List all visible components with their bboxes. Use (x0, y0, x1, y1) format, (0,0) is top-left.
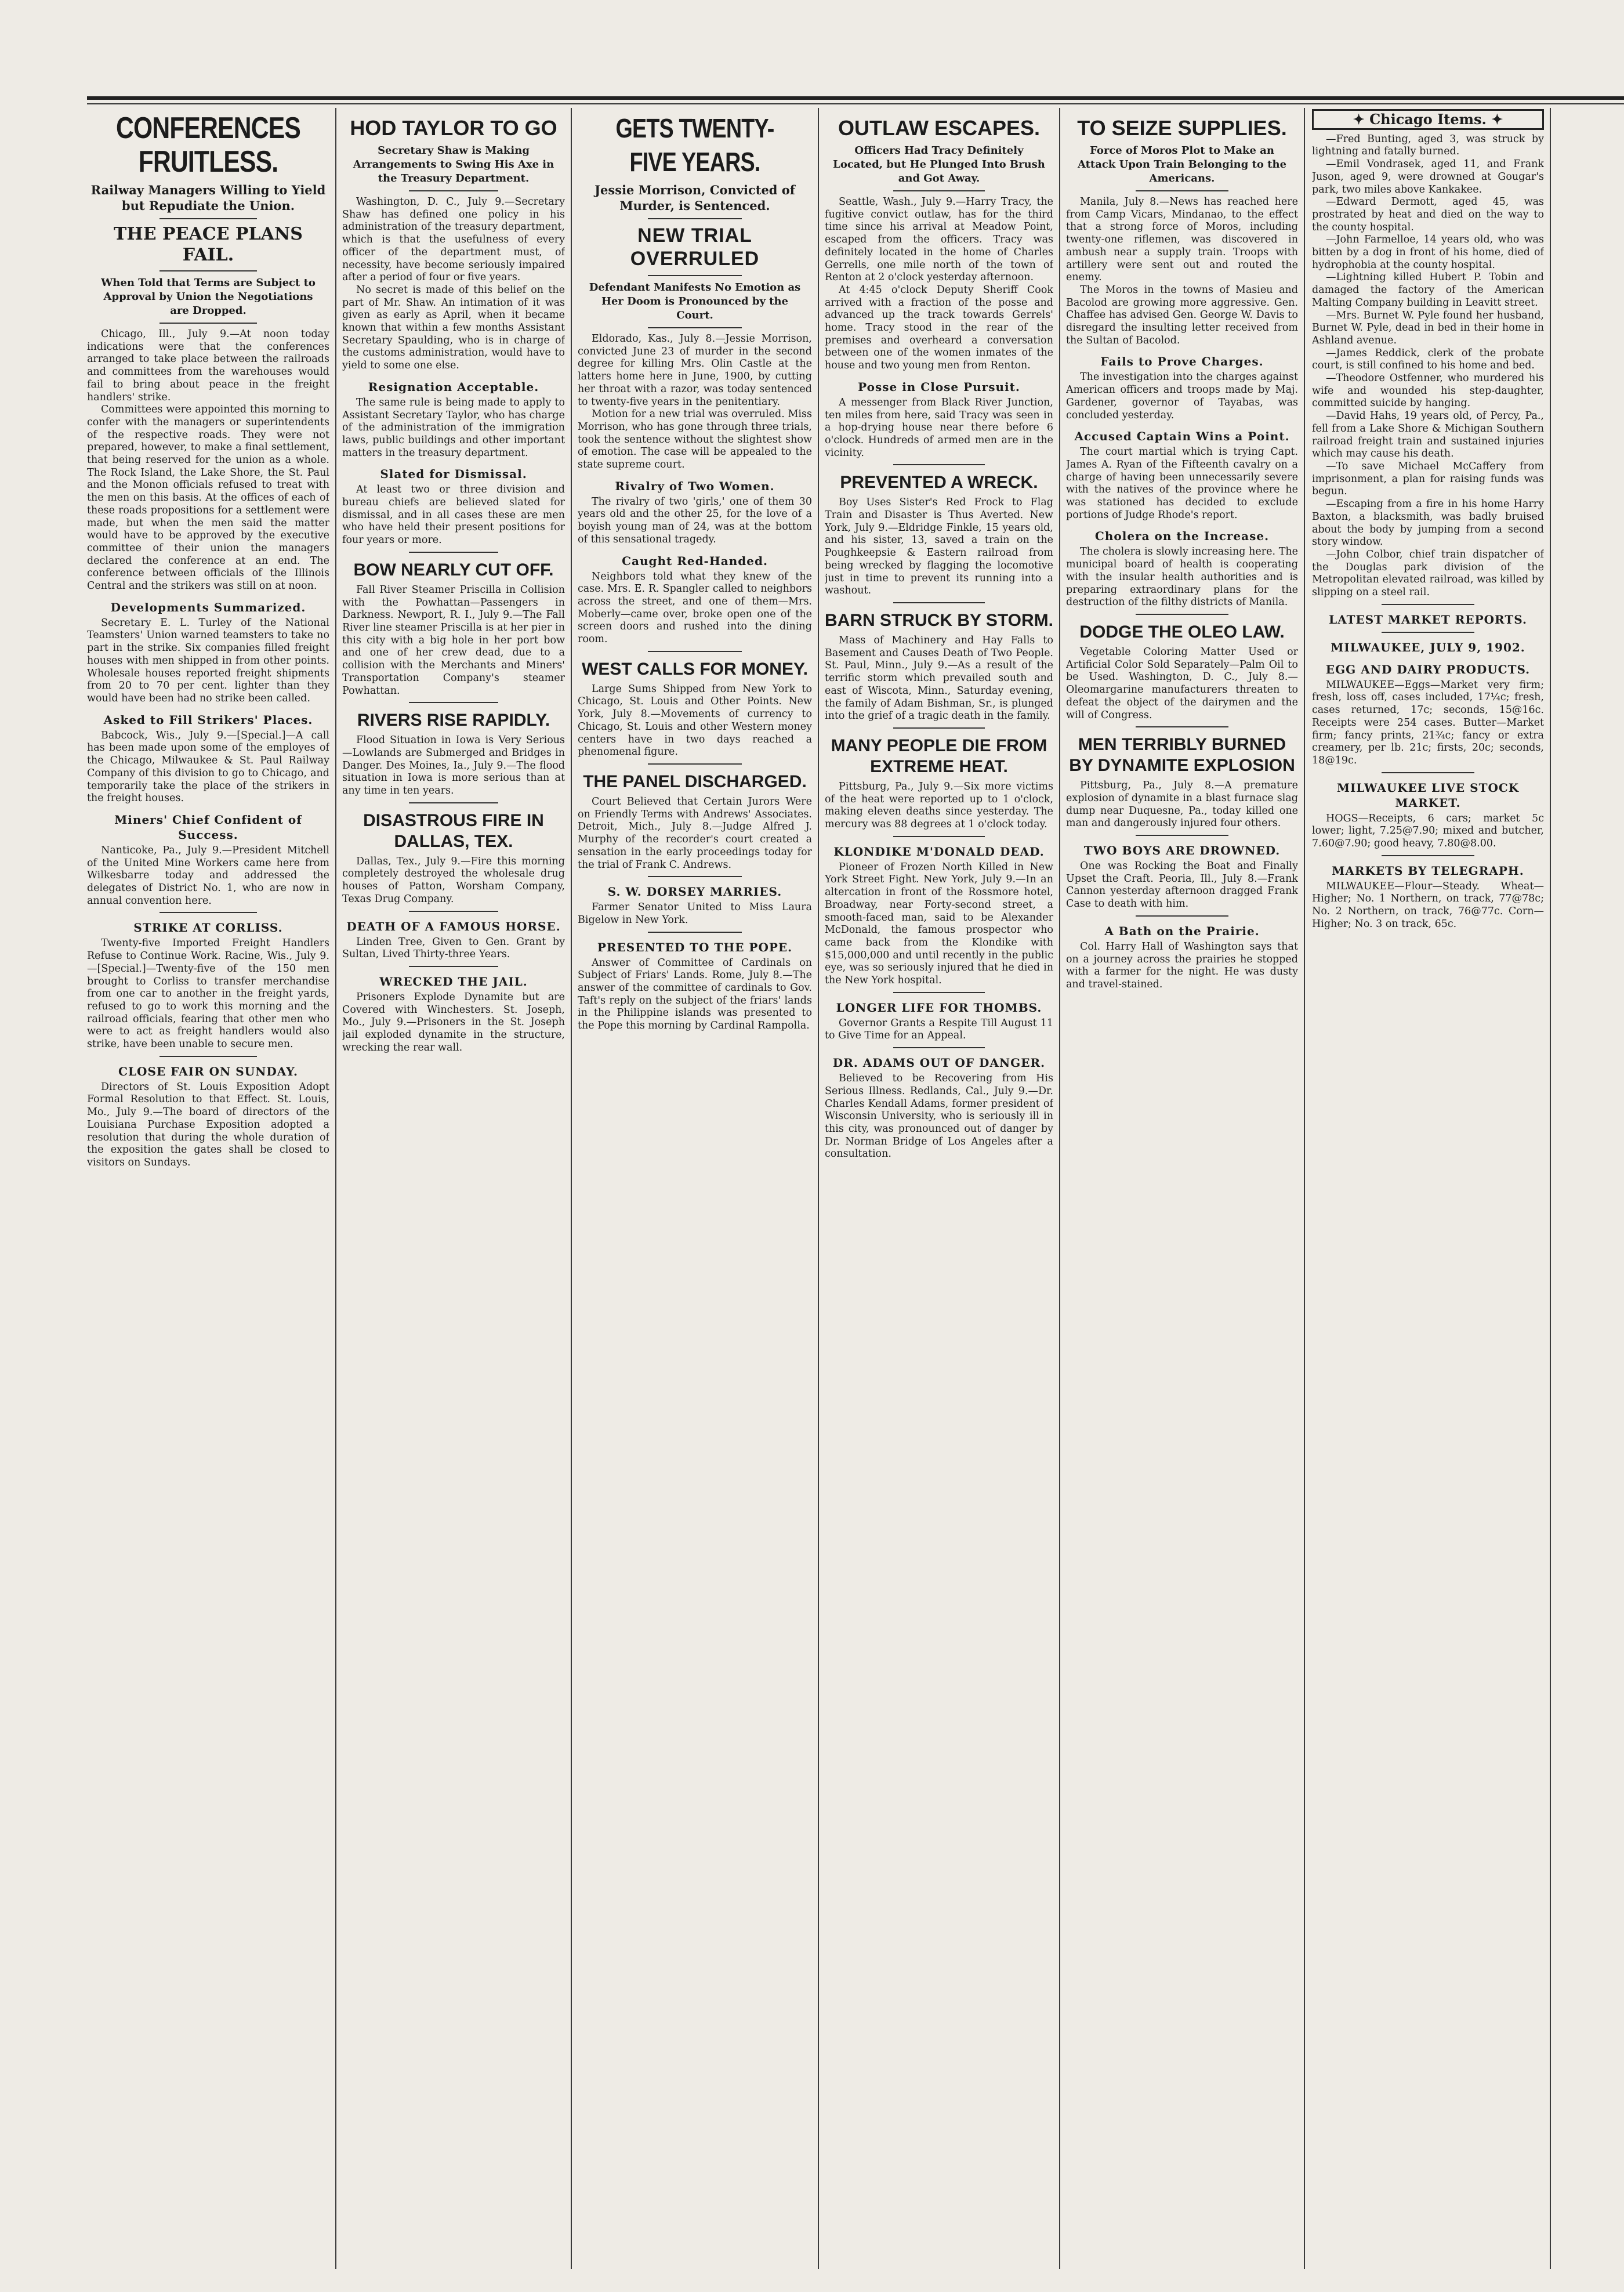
section-head: S. W. DORSEY MARRIES. (607, 885, 782, 899)
divider (648, 275, 742, 276)
markets-subhead: EGG AND DAIRY PRODUCTS. (1325, 662, 1531, 676)
list-item: —James Reddick, clerk of the probate court, is still confined to his home and bed. (1312, 347, 1544, 372)
section-head: Posse in Close Pursuit. (858, 379, 1020, 394)
section-head: DR. ADAMS OUT OF DANGER. (832, 1056, 1046, 1070)
divider (160, 323, 256, 324)
divider (648, 651, 742, 652)
body-paragraph: Committees were appointed this morning to confer with the managers or superintendents of the respective roads. They were not prepared, however, to make a final settlement, that being reserved for the union as a whole. The Rock Island, the Lake Shore, the St. Paul and the Monon officials refused to treat with the men on this basis. At the offices of each of these roads propositions for a settlement were made, but when the men said the matter would have to be approved by the executive committee of their union the managers declared the conference at an end. The conference between officials of the Illinois Central and the strikers was still on at noon. (87, 404, 329, 592)
list-item: —Mrs. Burnet W. Pyle found her husband, Burnet W. Pyle, dead in bed in their home in Ashland avenue. (1312, 309, 1544, 346)
section-headline: WEST CALLS FOR MONEY. (582, 659, 808, 679)
section-text: The court martial which is trying Capt. James A. Ryan of the Fifteenth cavalry on a charge of having been unnecessarily severe with the natives of the province where he was stationed has decided to exclude portions of Judge Rhode's report. (1066, 446, 1298, 521)
divider (409, 966, 498, 967)
box-title: Chicago Items. (1369, 111, 1487, 128)
headline: GETS TWENTY-FIVE YEARS. (615, 113, 774, 177)
list-item: —John Colbor, chief train dispatcher of the Douglas park division of the Metropolitan elevated railroad, was killed by slipping on a steel rail. (1312, 548, 1544, 599)
section-text: Col. Harry Hall of Washington says that on a journey across the prairies he stopped with a farmer for the night. He was dusty and travel-stained. (1066, 940, 1298, 990)
divider (1136, 835, 1228, 836)
section-head: Cholera on the Increase. (1094, 529, 1270, 544)
deck: Secretary Shaw is Making Arrangements to Swing His Axe in the Treasury Department. (353, 144, 554, 184)
column-2 (342, 108, 565, 2269)
section-headline: PREVENTED A WRECK. (840, 473, 1038, 493)
deck: Force of Moros Plot to Make an Attack Upon Train Belonging to the Americans. (1077, 144, 1287, 184)
markets-text: MILWAUKEE—Eggs—Market very firm; fresh, loss off, cases included, 17¼c; fresh, cases returned, 17c; seconds, 15@16c. Receipts were 254 cases. Butter—Market firm; fancy prints, 21¾c; fancy or extra creamery, per lb. 21c; firsts, 20c; seconds, 18@19c. (1312, 679, 1544, 766)
subheadline: Railway Managers Willing to Yield but Repudiate the Union. (90, 183, 326, 213)
list-item: —John Farmelloe, 14 years old, who was bitten by a dog in front of his home, died of hydrophobia at the county hospital. (1312, 234, 1544, 271)
divider (1136, 915, 1228, 917)
section-headline: MANY PEOPLE DIE FROM EXTREME HEAT. (831, 736, 1047, 776)
list-item: —Edward Dermott, aged 45, was prostrated by heat and died on the way to the county hospital. (1312, 196, 1544, 233)
headline: HOD TAYLOR TO GO (350, 116, 557, 140)
markets-city: MILWAUKEE, JULY 9, 1902. (1331, 640, 1525, 654)
list-item: —To save Michael McCaffery from imprisonment, a plan for raising funds was begun. (1312, 460, 1544, 498)
section-head: KLONDIKE M'DONALD DEAD. (833, 844, 1045, 859)
lead-paragraph: Chicago, Ill., July 9.—At noon today indications were that the conferences arranged to take place between the railroads and committees from the warehouses would fail to bring about peace in the freight handlers' strike. (87, 328, 329, 403)
section-head: PRESENTED TO THE POPE. (597, 940, 793, 954)
section-text: Farmer Senator United to Miss Laura Bigelow in New York. (578, 901, 812, 926)
section-head: CLOSE FAIR ON SUNDAY. (118, 1064, 298, 1078)
section-text: Vegetable Coloring Matter Used or Artificial Color Sold Separately—Palm Oil to be Used. Washington, D. C., July 8.—Oleomargarine manufacturers threaten to defeat the object of the dairymen and the will of Congress. (1066, 646, 1298, 721)
divider (1382, 604, 1474, 605)
section-text: Neighbors told what they knew of the case. Mrs. E. R. Spangler called to neighbors across the street, and one of them—Mrs. Moberly—came over, broke open one of the screen doors and rushed into the dining room. (578, 570, 812, 646)
section-head: Asked to Fill Strikers' Places. (103, 712, 313, 727)
section-text: At least two or three division and bureau chiefs are believed slated for dismissal, and in all cases these are men who have held their present positions for four years or more. (342, 484, 565, 546)
list-item: —Escaping from a fire in his home Harry Baxton, a blacksmith, was badly bruised about the body by jumping from a second story window. (1312, 498, 1544, 548)
divider (409, 802, 498, 803)
list-item: —Emil Vondrasek, aged 11, and Frank Juson, aged 9, were drowned at Gougar's park, two miles above Kankakee. (1312, 158, 1544, 195)
section-text: Dallas, Tex., July 9.—Fire this morning completely destroyed the wholesale drug houses of Patton, Worsham Company, Texas Drug Company. (342, 855, 565, 905)
divider (160, 1056, 256, 1057)
section-text: Nanticoke, Pa., July 9.—President Mitchell of the United Mine Workers came here from Wilkesbarre today and addressed the delegates of District No. 1, who are now in annual convention here. (87, 844, 329, 907)
body-paragraph: At 4:45 o'clock Deputy Sheriff Cook arrived with a fraction of the posse and advanced up the track towards Gerrels' home. Tracy stood in the rear of the premises and overheard a conversation between one of the women inmates of the house and two young men from Renton. (825, 284, 1053, 372)
section-headline: DODGE THE OLEO LAW. (1079, 622, 1285, 642)
divider (648, 763, 742, 765)
section-text: The same rule is being made to apply to Assistant Secretary Taylor, who has charge of the administration of the immigration laws, public buildings and other important matters in the treasury department. (342, 396, 565, 459)
divider (409, 552, 498, 553)
divider (893, 992, 985, 993)
section-head: Fails to Prove Charges. (1100, 354, 1264, 369)
section-head: Accused Captain Wins a Point. (1074, 429, 1290, 444)
column-rule (335, 108, 336, 2269)
section-headline: DISASTROUS FIRE IN DALLAS, TEX. (363, 810, 544, 851)
livestock-text: HOGS—Receipts, 6 cars; market 5c lower; light, 7.25@7.90; mixed and butcher, 7.60@7.90; good heavy, 7.80@8.00. (1312, 812, 1544, 850)
divider (1136, 614, 1228, 615)
section-text: Mass of Machinery and Hay Falls to Basement and Causes Death of Two People. St. Paul, Minn., July 9.—As a result of the terrific storm which prevailed south and east of Wiscota, Minn., Saturday evening, the family of Adam Bishman, Sr., is plunged into the grief of a tragic death in the family. (825, 634, 1053, 722)
section-text: The rivalry of two 'girls,' one of them 30 years old and the other 25, for the love of a boyish young man of 24, was at the bottom of this sensational tragedy. (578, 495, 812, 545)
subheadline: Jessie Morrison, Convicted of Murder, is Sentenced. (594, 183, 795, 213)
section-head: A Bath on the Prairie. (1104, 924, 1260, 938)
section-text: Pioneer of Frozen North Killed in New York Street Fight. New York, July 9.—In an altercation in front of the Rossmore hotel, Broadway, near Forty-second street, a smooth-faced man, said to be Alexander McDonald, the famous prospector who came back from the Klondike with $15,000,000 and until recently in the public eye, was so seriously injured that he died in the New York hospital. (825, 861, 1053, 987)
section-head: STRIKE AT CORLISS. (133, 921, 283, 935)
section-text: Answer of Committee of Cardinals on Subject of Friars' Lands. Rome, July 8.—The answer of the committee of cardinals to Gov. Taft's reply on the subject of the friars' lands in the Philippine islands was presented to the Pope this morning by Cardinal Rampolla. (578, 957, 812, 1032)
section-text: One was Rocking the Boat and Finally Upset the Craft. Peoria, Ill., July 8.—Frank Cannon yesterday afternoon dragged Frank Case to death with him. (1066, 860, 1298, 910)
section-headline: BARN STRUCK BY STORM. (825, 610, 1053, 630)
section-text: Babcock, Wis., July 9.—[Special.]—A call has been made upon some of the employes of the Chicago, Milwaukee & St. Paul Railway Company of this division to go to Chicago, and temporarily take the place of the strikers in the freight houses. (87, 729, 329, 805)
section-text: Twenty-five Imported Freight Handlers Refuse to Continue Work. Racine, Wis., July 9.—[Special.]—Twenty-five of the 150 men brought to Corliss to transfer merchandise from one car to another in the freight yards, refused to go to work this morning and the railroad officials, fearing that other men who were to act as freight handlers would also strike, have been unable to secure men. (87, 937, 329, 1051)
divider (893, 836, 985, 837)
section-head: LONGER LIFE FOR THOMBS. (836, 1000, 1042, 1015)
star-icon: ✦ (1353, 111, 1370, 128)
section-head: WRECKED THE JAIL. (379, 974, 528, 989)
divider (893, 464, 985, 465)
column-rule (1550, 108, 1551, 2269)
divider (893, 727, 985, 729)
divider (160, 270, 256, 271)
section-headline: MEN TERRIBLY BURNED BY DYNAMITE EXPLOSION (1069, 735, 1295, 776)
section-text: Governor Grants a Respite Till August 11 to Give Time for an Appeal. (825, 1017, 1053, 1042)
section-headline: BOW NEARLY CUT OFF. (353, 560, 554, 580)
divider (1382, 772, 1474, 773)
column-rule (1304, 108, 1305, 2269)
headline: OUTLAW ESCAPES. (838, 116, 1041, 140)
divider (409, 190, 498, 191)
section-text: Fall River Steamer Priscilla in Collision with the Powhattan—Passengers in Darkness. Newport, R. I., July 9.—The Fall River line steamer Priscilla is at her pier in this city with a big hole in her port bow and one of her crew dead, due to a collision with the Merchants and Miners' Transportation Company's steamer Powhattan. (342, 584, 565, 697)
divider (893, 1047, 985, 1048)
column-1 (87, 108, 329, 2269)
section-text: The cholera is slowly increasing here. The municipal board of health is cooperating with the insular health authorities and is preparing extraordinary plans for the destruction of the filthy districts of Manila. (1066, 546, 1298, 609)
divider (1136, 190, 1228, 191)
list-item: —Theodore Ostfenner, who murdered his wife and wounded his step-daughter, committed suicide by hanging. (1312, 372, 1544, 410)
column-rule (818, 108, 819, 2269)
column-6 (1312, 108, 1544, 2269)
headline: CONFERENCES FRUITLESS. (116, 111, 300, 179)
top-rule-thin (87, 103, 1624, 104)
section-text: Believed to be Recovering from His Serious Illness. Redlands, Cal., July 9.—Dr. Charles Kendall Adams, former president of Wisconsin University, who is seriously ill in this city, was pronounced out of danger by Dr. Norman Bridge of Los Angeles after a consultation. (825, 1073, 1053, 1160)
section-text: Linden Tree, Given to Gen. Grant by Sultan, Lived Thirty-three Years. (342, 936, 565, 961)
divider (893, 190, 985, 191)
list-item: —Fred Bunting, aged 3, was struck by lightning and fatally burned. (1312, 133, 1544, 158)
column-5 (1066, 108, 1298, 2269)
markets-title: LATEST MARKET REPORTS. (1329, 612, 1527, 627)
telegraph-title: MARKETS BY TELEGRAPH. (1332, 863, 1524, 878)
section-head: Rivalry of Two Women. (615, 479, 775, 493)
column-rule (1059, 108, 1060, 2269)
section-head: NEW TRIAL OVERRULED (630, 225, 760, 270)
headline: TO SEIZE SUPPLIES. (1077, 116, 1287, 140)
section-head: Developments Summarized. (110, 600, 306, 614)
section-head: Miners' Chief Confident of Success. (114, 812, 302, 842)
section-head: TWO BOYS ARE DROWNED. (1083, 843, 1281, 858)
telegraph-text: MILWAUKEE—Flour—Steady. Wheat—Higher; No. 1 Northern, on track, 77@78c; No. 2 Northern, on track, 76@77c. Corn—Higher; No. 3 on track, 65c. (1312, 880, 1544, 930)
divider (1136, 726, 1228, 727)
list-item: —David Hahs, 19 years old, of Percy, Pa., fell from a Lake Shore & Michigan Southern railroad freight train and sustained injuries which may cause his death. (1312, 410, 1544, 460)
lead-paragraph: Eldorado, Kas., July 8.—Jessie Morrison, convicted June 23 of murder in the second degree for killing Mrs. Olin Castle at the latters home here in June, 1900, by cutting her throat with a razor, was today sentenced to twenty-five years in the penitentiary. (578, 333, 812, 408)
column-rule (571, 108, 572, 2269)
section-text: Large Sums Shipped from New York to Chicago, St. Louis and Other Points. New York, July 8.—Movements of currency to Chicago, St. Louis and other Western money centers have in two days reached a phenomenal figure. (578, 683, 812, 758)
section-headline: RIVERS RISE RAPIDLY. (357, 711, 550, 730)
divider (648, 932, 742, 933)
divider (409, 911, 498, 912)
deck: When Told that Terms are Subject to Approval by Union the Negotiations are Dropped. (101, 277, 316, 317)
section-text: Court Believed that Certain Jurors Were on Friendly Terms with Andrews' Associates. Detroit, Mich., July 8.—Judge Alfred J. Murphy of the recorder's court created a sensation in the early proceedings today for the trial of Frank C. Andrews. (578, 795, 812, 871)
section-text: Pittsburg, Pa., July 9.—Six more victims of the heat were reported up to 1 o'clock, making eleven deaths since yesterday. The mercury was 88 degrees at 1 o'clock today. (825, 780, 1053, 831)
divider (409, 702, 498, 703)
divider (1382, 632, 1474, 633)
section-head: Resignation Acceptable. (368, 379, 539, 394)
section-head: DEATH OF A FAMOUS HORSE. (346, 919, 561, 933)
lead-paragraph: Seattle, Wash., July 9.—Harry Tracy, the fugitive convict outlaw, has for the third time since his arrival at Meadow Point, escaped from the officers. Tracy was definitely located in the home of Charles Gerrells, one mile north of the town of Renton at 2 o'clock yesterday afternoon. (825, 196, 1053, 284)
lead-paragraph: Washington, D. C., July 9.—Secretary Shaw has defined one policy in his administration of the treasury department, which is that the usefulness of every officer of the department must, of necessity, have become seriously impaired after a period of four or five years. (342, 196, 565, 284)
body-paragraph: The Moros in the towns of Masieu and Bacolod are growing more aggressive. Gen. Chaffee has advised Gen. George W. Davis to disregard the insulting letter received from the Sultan of Bacolod. (1066, 284, 1298, 346)
deck: Defendant Manifests No Emotion as Her Doom is Pronounced by the Court. (589, 281, 801, 321)
section-head: Caught Red-Handed. (622, 553, 768, 568)
divider (648, 876, 742, 877)
section-text: Secretary E. L. Turley of the National Teamsters' Union warned teamsters to take no part in the strike. Six companies filled freight houses with men shipped in from other points. Wholesale houses reported freight shipments from 20 to 70 per cent. lighter than they would have been had no strike been called. (87, 617, 329, 704)
list-item: —Lightning killed Hubert P. Tobin and damaged the factory of the American Malting Company building in Leavitt street. (1312, 271, 1544, 309)
divider (160, 218, 256, 219)
column-3 (578, 108, 812, 2269)
section-text: Boy Uses Sister's Red Frock to Flag Train and Disaster is Thus Averted. New York, July 9.—Eldridge Finkle, 15 years old, and his sister, 13, saved a train on the Poughkeepsie & Eastern railroad from being wrecked by flagging the locomotive just in time to prevent its running into a washout. (825, 497, 1053, 597)
divider (893, 602, 985, 603)
section-head: Slated for Dismissal. (380, 467, 527, 481)
section-text: Directors of St. Louis Exposition Adopt Formal Resolution to that Effect. St. Louis, Mo., July 9.—The board of directors of the Louisiana Purchase Exposition adopted a resolution that during the whole duration of the exposition the gates shall be closed to visitors on Sundays. (87, 1081, 329, 1168)
divider (1382, 855, 1474, 856)
star-icon: ✦ (1486, 111, 1503, 128)
section-text: A messenger from Black River Junction, ten miles from here, said Tracy was seen in a hop-drying house near there before 6 o'clock. Hundreds of armed men are in the vicinity. (825, 396, 1053, 459)
divider (648, 327, 742, 328)
top-rule (87, 96, 1624, 100)
section-text: The investigation into the charges against American officers and troops made by Maj. Gardener, governor of Tayabas, was concluded yesterday. (1066, 371, 1298, 421)
body-paragraph: No secret is made of this belief on the part of Mr. Shaw. An intimation of it was given as early as April, when it became known that within a few months Assistant Secretary Spaulding, who is in charge of the customs administration, would have to yield to some one else. (342, 284, 565, 372)
chicago-items-box (1312, 109, 1544, 130)
lead-paragraph: Manila, July 8.—News has reached here from Camp Vicars, Mindanao, to the effect that a strong force of Moros, including twenty-one riflemen, was discovered in ambush near a supply train. Troops with artillery were sent out and routed the enemy. (1066, 196, 1298, 284)
body-paragraph: Motion for a new trial was overruled. Miss Morrison, who has gone through three trials, took the sentence without the slightest show of emotion. The case will be appealed to the state supreme court. (578, 408, 812, 471)
section-headline: THE PANEL DISCHARGED. (583, 772, 807, 791)
column-4 (825, 108, 1053, 2269)
section-text: Prisoners Explode Dynamite but are Covered with Winchesters. St. Joseph, Mo., July 9.—Prisoners in the St. Joseph jail exploded dynamite in the structure, wrecking the rear wall. (342, 991, 565, 1053)
divider (160, 912, 256, 913)
livestock-title: MILWAUKEE LIVE STOCK MARKET. (1336, 780, 1520, 810)
section-text: Pittsburg, Pa., July 8.—A premature explosion of dynamite in a blast furnace slag dump near Duquesne, Pa., today killed one man and dangerously injured four others. (1066, 780, 1298, 830)
deck: Officers Had Tracy Definitely Located, but He Plunged Into Brush and Got Away. (833, 144, 1045, 184)
section-head: THE PEACE PLANS FAIL. (114, 224, 303, 265)
section-text: Flood Situation in Iowa is Very Serious—Lowlands are Submerged and Bridges in Danger. Des Moines, Ia., July 9.—The flood situation in Iowa is more serious than at any time in ten years. (342, 734, 565, 797)
divider (648, 218, 742, 219)
